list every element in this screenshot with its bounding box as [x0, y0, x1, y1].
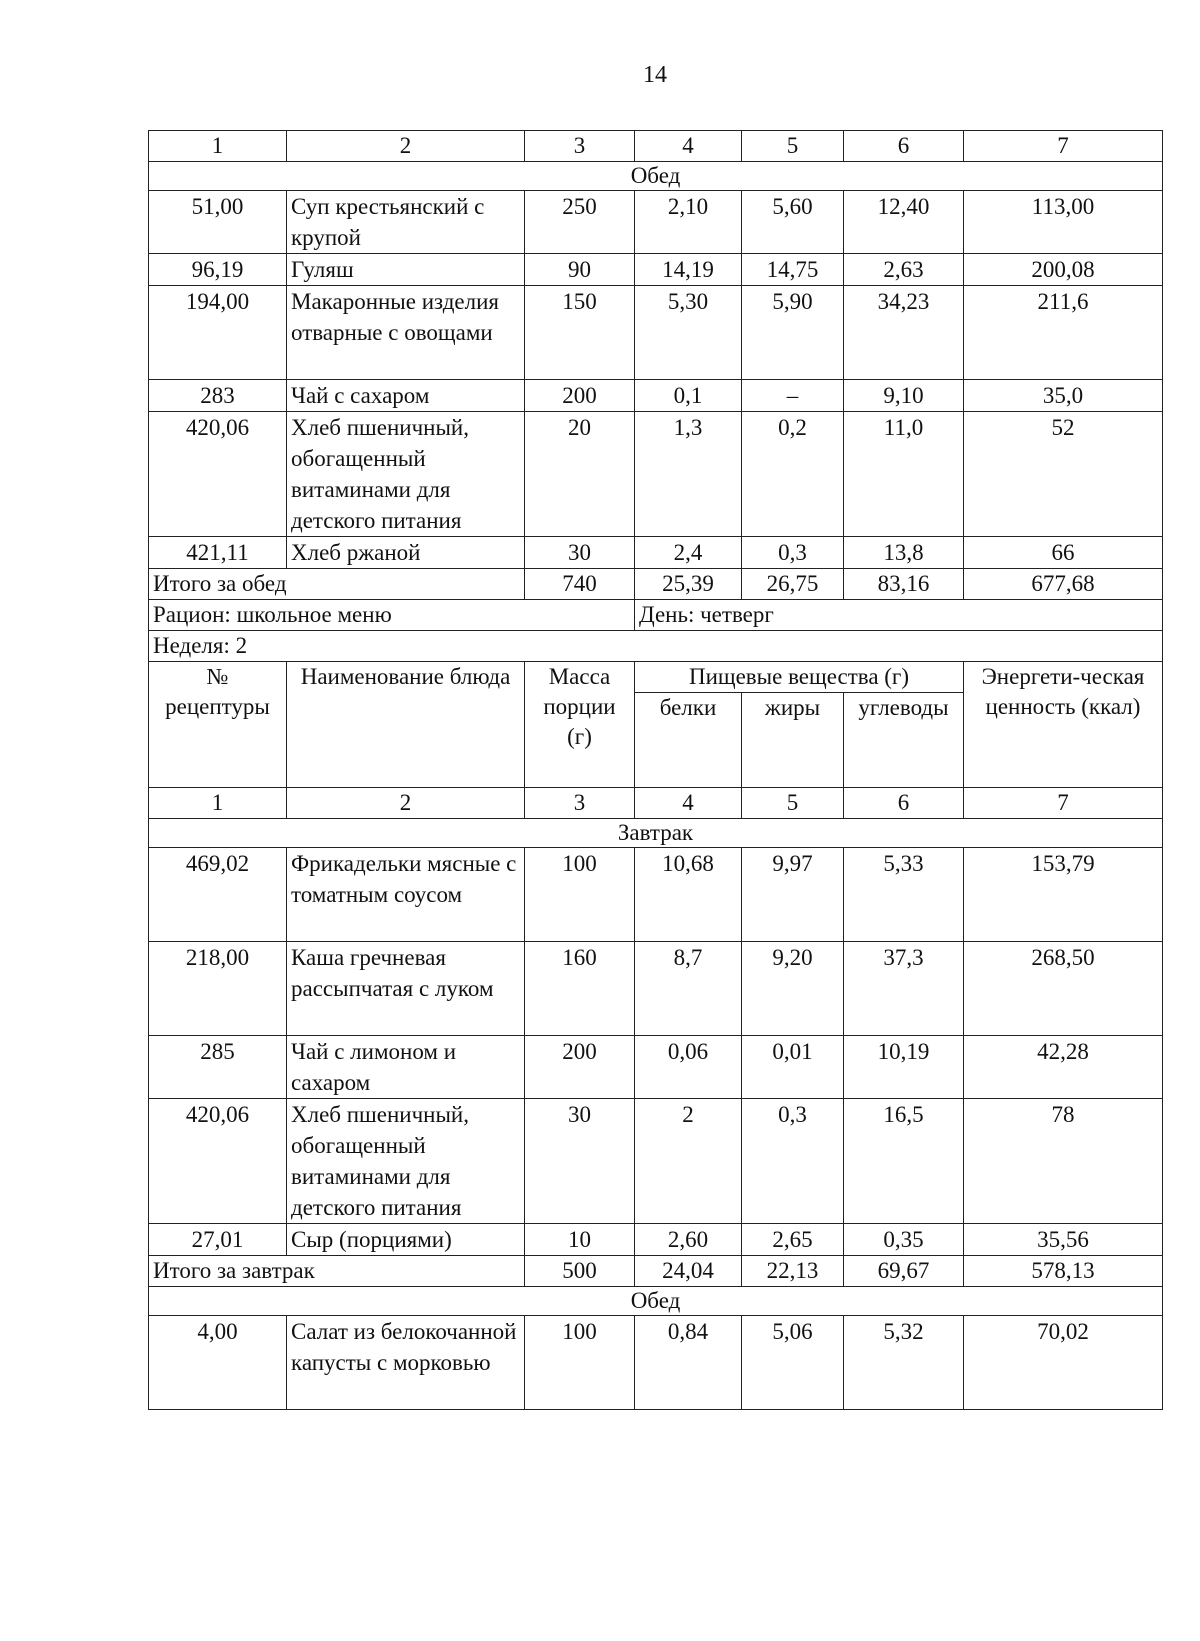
recipe-number: 218,00: [149, 942, 287, 1036]
column-number: 3: [525, 788, 635, 819]
total-fat: 22,13: [742, 1256, 844, 1287]
header-portion-mass: Масса порции (г): [525, 662, 635, 788]
protein-value: 0,1: [635, 380, 742, 412]
protein-value: 10,68: [635, 848, 742, 942]
table-row: [149, 1099, 1163, 1224]
total-carbs: 83,16: [844, 569, 964, 600]
total-mass: 500: [525, 1256, 635, 1287]
recipe-number: 285: [149, 1036, 287, 1099]
protein-value: 1,3: [635, 412, 742, 537]
column-number: 1: [149, 788, 287, 819]
energy-value: 70,02: [964, 1316, 1163, 1410]
recipe-number: 421,11: [149, 537, 287, 569]
column-number: 3: [525, 131, 635, 162]
section-lunch-label: Обед: [149, 162, 1163, 191]
fat-value: 5,60: [742, 191, 844, 254]
protein-value: 5,30: [635, 286, 742, 380]
table-row: [149, 191, 1163, 254]
column-number: 5: [742, 788, 844, 819]
energy-value: 66: [964, 537, 1163, 569]
recipe-number: 51,00: [149, 191, 287, 254]
portion-mass: 10: [525, 1224, 635, 1256]
fat-value: 0,3: [742, 537, 844, 569]
carbs-value: 5,32: [844, 1316, 964, 1410]
portion-mass: 100: [525, 1316, 635, 1410]
fat-value: –: [742, 380, 844, 412]
column-number: 7: [964, 131, 1163, 162]
protein-value: 2,60: [635, 1224, 742, 1256]
fat-value: 9,20: [742, 942, 844, 1036]
dish-name: Хлеб пшеничный, обогащенный витаминами для детского питания: [287, 1099, 525, 1224]
header-recipe-number: № рецептуры: [149, 662, 287, 788]
dish-name: Хлеб ржаной: [287, 537, 525, 569]
fat-value: 2,65: [742, 1224, 844, 1256]
dish-name: Гуляш: [287, 254, 525, 286]
column-number: 1: [149, 131, 287, 162]
protein-value: 2: [635, 1099, 742, 1224]
header-dish-name: Наименование блюда: [287, 662, 525, 788]
total-energy: 578,13: [964, 1256, 1163, 1287]
recipe-number: 469,02: [149, 848, 287, 942]
carbs-value: 11,0: [844, 412, 964, 537]
header-protein: белки: [635, 693, 742, 788]
header-carbs: углеводы: [844, 693, 964, 788]
energy-value: 35,56: [964, 1224, 1163, 1256]
table-row: [149, 537, 1163, 569]
fat-value: 0,01: [742, 1036, 844, 1099]
table-row: [149, 254, 1163, 286]
week-label: Неделя: 2: [149, 631, 1163, 662]
menu-table-body: [149, 131, 1163, 1410]
carbs-value: 10,19: [844, 1036, 964, 1099]
portion-mass: 30: [525, 1099, 635, 1224]
table-row: [149, 380, 1163, 412]
dish-name: Салат из белокочанной капусты с морковью: [287, 1316, 525, 1410]
portion-mass: 90: [525, 254, 635, 286]
total-carbs: 69,67: [844, 1256, 964, 1287]
recipe-number: 4,00: [149, 1316, 287, 1410]
dish-name: Чай с сахаром: [287, 380, 525, 412]
week-row: [149, 631, 1163, 662]
fat-value: 0,2: [742, 412, 844, 537]
header-row: [149, 662, 1163, 693]
section-row: [149, 1287, 1163, 1316]
energy-value: 35,0: [964, 380, 1163, 412]
carbs-value: 13,8: [844, 537, 964, 569]
portion-mass: 150: [525, 286, 635, 380]
protein-value: 14,19: [635, 254, 742, 286]
fat-value: 5,90: [742, 286, 844, 380]
carbs-value: 5,33: [844, 848, 964, 942]
carbs-value: 2,63: [844, 254, 964, 286]
recipe-number: 283: [149, 380, 287, 412]
ration-row: [149, 600, 1163, 631]
dish-name: Фрикадельки мясные с томатным соусом: [287, 848, 525, 942]
total-label: Итого за обед: [149, 569, 525, 600]
protein-value: 2,10: [635, 191, 742, 254]
dish-name: Суп крестьянский с крупой: [287, 191, 525, 254]
ration-label: Рацион: школьное меню: [149, 600, 635, 631]
table-row: [149, 1316, 1163, 1410]
energy-value: 200,08: [964, 254, 1163, 286]
total-protein: 25,39: [635, 569, 742, 600]
column-number: 6: [844, 788, 964, 819]
column-number: 6: [844, 131, 964, 162]
protein-value: 8,7: [635, 942, 742, 1036]
header-energy: Энергети-ческая ценность (ккал): [964, 662, 1163, 788]
header-nutrients: Пищевые вещества (г): [635, 662, 964, 693]
table-row: [149, 1224, 1163, 1256]
energy-value: 42,28: [964, 1036, 1163, 1099]
energy-value: 78: [964, 1099, 1163, 1224]
column-number: 4: [635, 788, 742, 819]
recipe-number: 194,00: [149, 286, 287, 380]
section-row: [149, 819, 1163, 848]
recipe-number: 27,01: [149, 1224, 287, 1256]
carbs-value: 0,35: [844, 1224, 964, 1256]
carbs-value: 16,5: [844, 1099, 964, 1224]
section-row: [149, 162, 1163, 191]
fat-value: 0,3: [742, 1099, 844, 1224]
column-number: 5: [742, 131, 844, 162]
carbs-value: 37,3: [844, 942, 964, 1036]
dish-name: Макаронные изделия отварные с овощами: [287, 286, 525, 380]
total-row: [149, 1256, 1163, 1287]
dish-name: Чай с лимоном и сахаром: [287, 1036, 525, 1099]
column-number: 7: [964, 788, 1163, 819]
carbs-value: 34,23: [844, 286, 964, 380]
portion-mass: 100: [525, 848, 635, 942]
menu-table: [148, 130, 1163, 1410]
carbs-value: 9,10: [844, 380, 964, 412]
recipe-number: 420,06: [149, 412, 287, 537]
dish-name: Сыр (порциями): [287, 1224, 525, 1256]
column-number: 2: [287, 131, 525, 162]
recipe-number: 96,19: [149, 254, 287, 286]
page-number: 14: [643, 62, 667, 88]
section-breakfast-label: Завтрак: [149, 819, 1163, 848]
energy-value: 153,79: [964, 848, 1163, 942]
table-row: [149, 412, 1163, 537]
total-label: Итого за завтрак: [149, 1256, 525, 1287]
total-fat: 26,75: [742, 569, 844, 600]
portion-mass: 20: [525, 412, 635, 537]
table-row: [149, 1036, 1163, 1099]
total-energy: 677,68: [964, 569, 1163, 600]
portion-mass: 200: [525, 1036, 635, 1099]
header-fat: жиры: [742, 693, 844, 788]
table-row: [149, 942, 1163, 1036]
energy-value: 268,50: [964, 942, 1163, 1036]
section-lunch-label: Обед: [149, 1287, 1163, 1316]
portion-mass: 160: [525, 942, 635, 1036]
fat-value: 14,75: [742, 254, 844, 286]
energy-value: 113,00: [964, 191, 1163, 254]
portion-mass: 200: [525, 380, 635, 412]
table-row: [149, 848, 1163, 942]
table-row: [149, 286, 1163, 380]
fat-value: 5,06: [742, 1316, 844, 1410]
column-numbers-row: [149, 131, 1163, 162]
energy-value: 52: [964, 412, 1163, 537]
column-number: 4: [635, 131, 742, 162]
dish-name: Хлеб пшеничный, обогащенный витаминами для детского питания: [287, 412, 525, 537]
total-row: [149, 569, 1163, 600]
fat-value: 9,97: [742, 848, 844, 942]
portion-mass: 250: [525, 191, 635, 254]
column-numbers-row: [149, 788, 1163, 819]
recipe-number: 420,06: [149, 1099, 287, 1224]
column-number: 2: [287, 788, 525, 819]
day-label: День: четверг: [635, 600, 1163, 631]
protein-value: 0,06: [635, 1036, 742, 1099]
total-protein: 24,04: [635, 1256, 742, 1287]
protein-value: 2,4: [635, 537, 742, 569]
portion-mass: 30: [525, 537, 635, 569]
total-mass: 740: [525, 569, 635, 600]
dish-name: Каша гречневая рассыпчатая с луком: [287, 942, 525, 1036]
carbs-value: 12,40: [844, 191, 964, 254]
energy-value: 211,6: [964, 286, 1163, 380]
protein-value: 0,84: [635, 1316, 742, 1410]
